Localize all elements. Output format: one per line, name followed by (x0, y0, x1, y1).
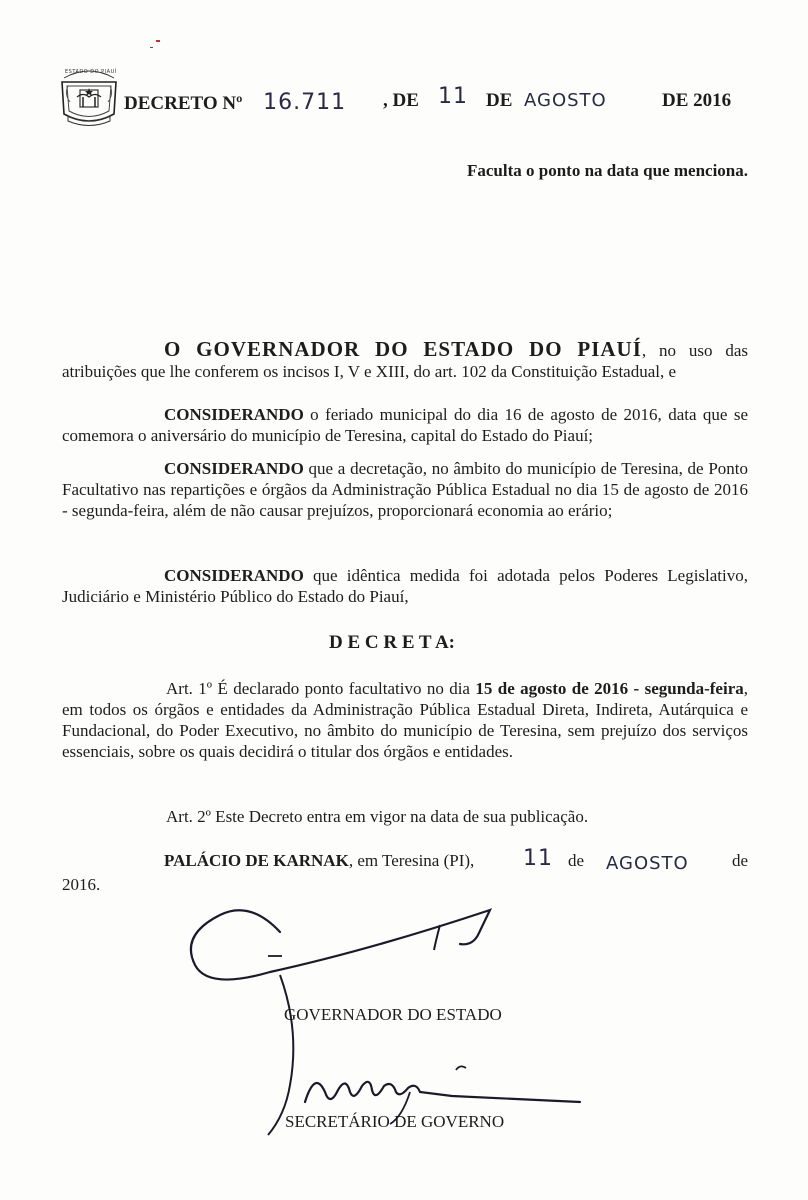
considerando-text: que idêntica medida foi adotada pelos Poderes Legislativo, Judiciário e Ministério Público do Estado do Piauí, (62, 566, 748, 606)
decree-label: DECRETO Nº (124, 93, 243, 114)
ink-mark (150, 47, 153, 48)
closing-month-handwritten: AGOSTO (606, 853, 689, 874)
palace-name: PALÁCIO DE KARNAK (164, 851, 349, 870)
decree-de-label-2: DE (486, 90, 513, 111)
ink-mark (156, 40, 160, 42)
considerando-2 (62, 458, 748, 521)
article-2: Art. 2º Este Decreto entra em vigor na data de sua publicação. (166, 807, 589, 826)
preamble-text: , no uso das atribuições que lhe conferem os incisos I, V e XIII, do art. 102 da Constituição Estadual, e (62, 341, 748, 381)
governor-title: GOVERNADOR DO ESTADO (284, 1005, 502, 1024)
considerando-keyword: CONSIDERANDO (164, 405, 304, 424)
closing-day-handwritten: 11 (523, 846, 553, 871)
state-coat-of-arms (56, 66, 122, 132)
preamble-paragraph (62, 339, 748, 382)
considerando-keyword: CONSIDERANDO (164, 566, 304, 585)
decree-day-handwritten: 11 (438, 84, 468, 109)
closing-de-1: de (568, 851, 585, 870)
decree-year-label: DE 2016 (662, 90, 732, 111)
closing-de-2: de (732, 851, 749, 870)
article-1-text-start: Art. 1º É declarado ponto facultativo no dia (166, 679, 476, 698)
closing-location: , em Teresina (PI), (348, 851, 475, 870)
preamble-subject: O GOVERNADOR DO ESTADO DO PIAUÍ (164, 337, 642, 361)
considerando-text: o feriado municipal do dia 16 de agosto de 2016, data que se comemora o aniversário do município de Teresina, capital do Estado do Piauí; (62, 405, 748, 445)
decreta-heading: D E C R E T A: (329, 632, 455, 653)
closing-year: 2016. (62, 875, 101, 894)
decree-number-handwritten: 16.711 (263, 90, 347, 115)
considerando-keyword: CONSIDERANDO (164, 459, 304, 478)
article-1-text-end: , em todos os órgãos e entidades da Administração Pública Estadual Direta, Indireta, Autárquica e Fundacional, do Poder Executivo, no âmbito do município de Teresina, sem prejuízo dos serviços essenciais, sobre os quais decidirá o titular dos órgãos e entidades. (62, 679, 748, 761)
decree-summary: Faculta o ponto na data que menciona. (467, 161, 748, 180)
secretary-title: SECRETÁRIO DE GOVERNO (285, 1112, 505, 1131)
article-1 (62, 678, 748, 762)
crest-caption: ESTADO DO PIAUÍ (65, 69, 117, 75)
considerando-text: que a decretação, no âmbito do município de Teresina, de Ponto Facultativo nas repartições e órgãos da Administração Pública Estadual no dia 15 de agosto de 2016 - segunda-feira, além de não causar prejuízos, proporcionará economia ao erário; (62, 459, 748, 520)
article-1-date: 15 de agosto de 2016 - segunda-feira (475, 679, 744, 698)
decree-month-handwritten: AGOSTO (524, 90, 607, 111)
considerando-1 (62, 404, 748, 446)
decree-header (124, 90, 346, 115)
decree-de-label: , DE (383, 90, 419, 111)
closing-place (164, 851, 474, 871)
considerando-3 (62, 565, 748, 607)
